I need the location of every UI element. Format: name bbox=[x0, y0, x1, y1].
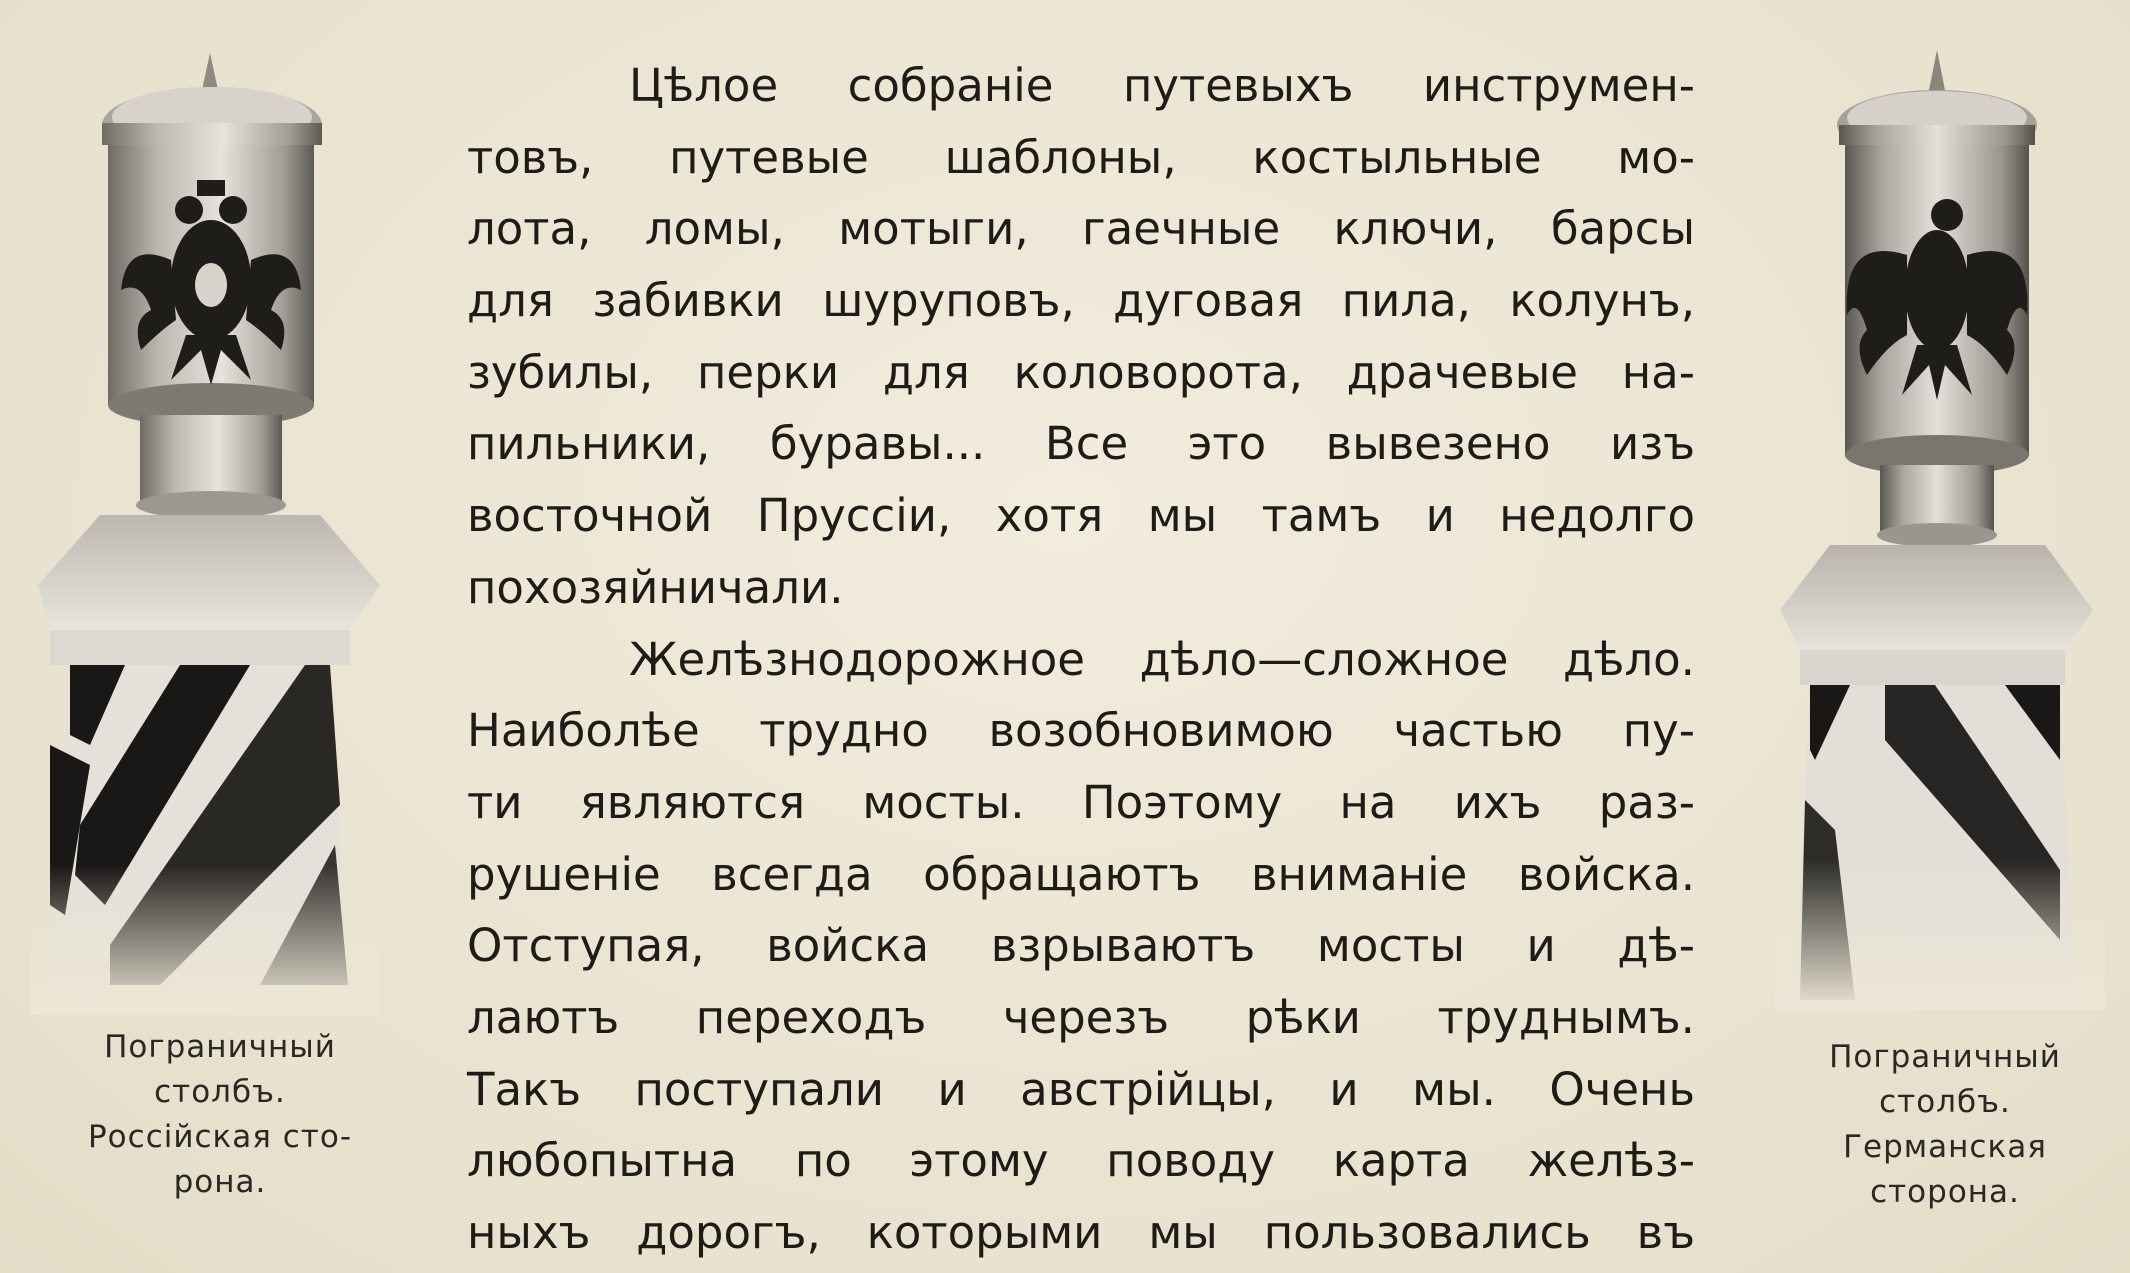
text-line: Желѣзнодорожное дѣло—сложное дѣло. bbox=[629, 632, 1695, 686]
caption-right-line: Германская bbox=[1843, 1129, 2047, 1165]
body-text-column bbox=[467, 50, 1695, 1269]
caption-left-line: Россійская сто- bbox=[87, 1119, 353, 1155]
caption-right-line: столбъ. bbox=[1879, 1084, 2011, 1120]
caption-left-line: рона. bbox=[173, 1164, 267, 1200]
text-line: восточной Пруссіи, хотя мы тамъ и недолго bbox=[467, 489, 1695, 543]
text-line: рушеніе всегда обращаютъ вниманіе войска. bbox=[467, 847, 1695, 901]
caption-right-line: Пограничный bbox=[1829, 1039, 2061, 1075]
text-line: Такъ поступали и австрійцы, и мы. Очень bbox=[467, 1062, 1695, 1116]
caption-left-line: Пограничный bbox=[104, 1029, 336, 1065]
russian-border-post-illustration bbox=[30, 45, 380, 1015]
text-line: пильники, буравы... Все это вывезено изъ bbox=[467, 417, 1695, 471]
caption-left-line: столбъ. bbox=[154, 1074, 286, 1110]
text-line: Наиболѣе трудно возобновимою частью пу- bbox=[467, 704, 1695, 758]
text-line: Цѣлое собраніе путевыхъ инструмен- bbox=[629, 59, 1695, 112]
caption-right-line: сторона. bbox=[1870, 1174, 2020, 1210]
caption-right bbox=[1795, 1035, 2095, 1215]
text-line: лота, ломы, мотыги, гаечные ключи, барсы bbox=[467, 202, 1695, 256]
text-line: ныхъ дорогъ, которыми мы пользовались въ bbox=[467, 1206, 1695, 1259]
text-line: лаютъ переходъ черезъ рѣки труднымъ. bbox=[467, 990, 1695, 1044]
text-line: Отступая, войска взрываютъ мосты и дѣ- bbox=[467, 919, 1695, 973]
caption-left bbox=[55, 1025, 385, 1205]
german-border-post-image bbox=[1775, 40, 2105, 1010]
text-line: товъ, путевые шаблоны, костыльные мо- bbox=[467, 130, 1695, 184]
text-line: любопытна по этому поводу карта желѣз- bbox=[467, 1134, 1695, 1188]
text-line: зубилы, перки для коловорота, драчевые на- bbox=[467, 345, 1695, 399]
text-line: ти являются мосты. Поэтому на ихъ раз- bbox=[467, 775, 1695, 829]
text-line: похозяйничали. bbox=[467, 560, 844, 614]
german-border-post-illustration bbox=[1775, 40, 2105, 1010]
russian-border-post-image bbox=[30, 45, 380, 1015]
text-line: для забивки шуруповъ, дуговая пила, колунъ, bbox=[467, 274, 1695, 328]
